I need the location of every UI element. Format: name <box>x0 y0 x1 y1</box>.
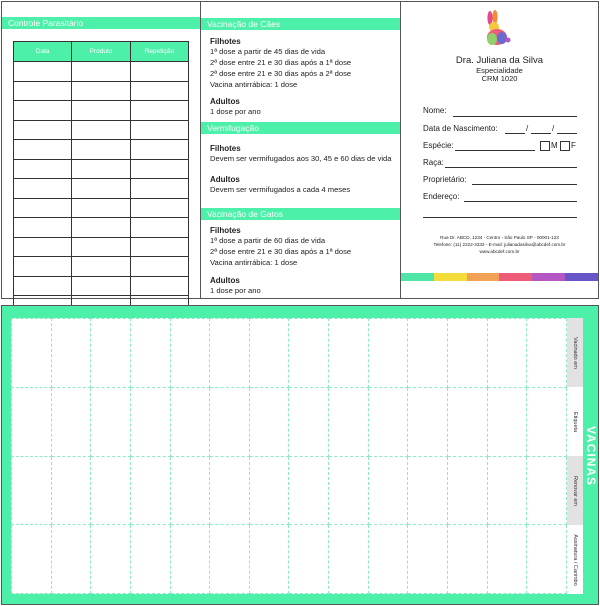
vacinas-cell[interactable] <box>289 387 329 456</box>
vacinas-cell[interactable] <box>51 319 91 388</box>
color-stripe <box>401 273 598 281</box>
controle-cell[interactable] <box>14 62 72 82</box>
vacinas-title-text: VACINAS <box>584 425 598 487</box>
col-repeticao: Repetição <box>130 42 188 62</box>
controle-cell[interactable] <box>72 218 130 238</box>
vacinas-cell[interactable] <box>408 387 448 456</box>
controle-panel <box>1 1 201 299</box>
controle-cell[interactable] <box>14 140 72 160</box>
col-data: Data <box>14 42 72 62</box>
nome-field[interactable] <box>453 116 577 117</box>
controle-cell[interactable] <box>14 120 72 140</box>
vacinas-cell[interactable] <box>408 456 448 525</box>
controle-cell[interactable] <box>130 120 188 140</box>
vacinas-cell[interactable] <box>527 319 567 388</box>
gatos-adultos-title: Adultos <box>210 276 240 285</box>
vacinas-cell[interactable] <box>487 525 527 594</box>
controle-row <box>14 62 189 82</box>
sex-m-checkbox[interactable] <box>540 141 550 151</box>
controle-cell[interactable] <box>72 120 130 140</box>
sex-f-checkbox[interactable] <box>560 141 570 151</box>
stripe-segment <box>532 273 565 281</box>
vacinas-row <box>12 456 567 525</box>
vacinas-cell[interactable] <box>329 456 369 525</box>
vacinas-cell[interactable] <box>368 387 408 456</box>
vacinas-cell[interactable] <box>368 456 408 525</box>
date-sep: / <box>526 124 529 133</box>
assinatura-label: Assinatura / Carimbo <box>572 533 578 586</box>
controle-cell[interactable] <box>72 179 130 199</box>
vet-crm: CRM 1020 <box>481 74 518 83</box>
rabbit-logo-icon <box>481 10 511 48</box>
controle-row <box>14 257 189 277</box>
assinatura-header <box>567 525 583 594</box>
controle-cell[interactable] <box>130 198 188 218</box>
controle-cell[interactable] <box>130 62 188 82</box>
controle-cell[interactable] <box>130 276 188 296</box>
vacinas-cell[interactable] <box>329 319 369 388</box>
controle-cell[interactable] <box>72 159 130 179</box>
controle-title: Controle Parasitário <box>2 17 200 29</box>
verm-filhotes-title: Filhotes <box>210 144 241 153</box>
vacinas-cell[interactable] <box>487 319 527 388</box>
raca-field[interactable] <box>445 167 577 168</box>
vacinas-cell[interactable] <box>91 319 131 388</box>
vacinas-cell[interactable] <box>170 387 210 456</box>
controle-cell[interactable] <box>72 140 130 160</box>
vacinas-cell[interactable] <box>130 456 170 525</box>
controle-row <box>14 179 189 199</box>
vacinas-cell[interactable] <box>12 319 52 388</box>
controle-row <box>14 198 189 218</box>
contact-phone: Telefone: (11) 2222-3333 - E-mail: julianadasilva@abcdef.com.br <box>433 242 566 247</box>
vacinas-cell[interactable] <box>51 456 91 525</box>
vacinas-cell[interactable] <box>130 387 170 456</box>
vacinas-cell[interactable] <box>130 525 170 594</box>
controle-cell[interactable] <box>14 101 72 121</box>
vet-specialty: Especialidade <box>476 66 523 75</box>
controle-row <box>14 120 189 140</box>
vet-name: Dra. Juliana da Silva <box>455 55 544 66</box>
controle-cell[interactable] <box>72 276 130 296</box>
col-produto: Produto <box>72 42 130 62</box>
controle-cell[interactable] <box>72 62 130 82</box>
vacinas-cell[interactable] <box>170 525 210 594</box>
caes-title: Vacinação de Cães <box>201 18 400 30</box>
vacinas-cell[interactable] <box>12 387 52 456</box>
nascimento-label: Data de Nascimento: <box>423 124 498 133</box>
stripe-segment <box>565 273 598 281</box>
controle-row <box>14 218 189 238</box>
vacinas-cell[interactable] <box>12 525 52 594</box>
vacinas-cell[interactable] <box>448 525 488 594</box>
vacinas-cell[interactable] <box>329 387 369 456</box>
controle-cell[interactable] <box>130 81 188 101</box>
caes-adultos-title: Adultos <box>210 97 240 106</box>
vacinas-cell[interactable] <box>368 319 408 388</box>
vacinas-cell[interactable] <box>289 319 329 388</box>
vacinas-cell[interactable] <box>527 456 567 525</box>
controle-row <box>14 159 189 179</box>
vacinas-cell[interactable] <box>408 319 448 388</box>
renovar-em-header <box>567 456 583 525</box>
caes-filhotes-title: Filhotes <box>210 37 241 46</box>
vacinas-cell[interactable] <box>91 525 131 594</box>
controle-cell[interactable] <box>72 237 130 257</box>
contact-address: Rua Dr. ABCD, 1234 - Centro - São Paulo SP - 00001-123 <box>440 235 559 240</box>
especie-field[interactable] <box>455 150 535 151</box>
controle-cell[interactable] <box>14 257 72 277</box>
vacinas-cell[interactable] <box>249 456 289 525</box>
vacinas-cell[interactable] <box>289 456 329 525</box>
controle-cell[interactable] <box>14 198 72 218</box>
vacinado-em-label: Vacinado em <box>572 336 578 369</box>
controle-row <box>14 276 189 296</box>
stripe-segment <box>401 273 434 281</box>
endereco-label: Endereço: <box>423 192 460 201</box>
controle-row <box>14 237 189 257</box>
vacinas-cell[interactable] <box>170 456 210 525</box>
controle-cell[interactable] <box>130 257 188 277</box>
vacinas-cell[interactable] <box>408 525 448 594</box>
vacinas-cell[interactable] <box>329 525 369 594</box>
gatos-filhote-line: Vacina antirrábica: 1 dose <box>210 258 298 267</box>
vacinas-row <box>12 525 567 594</box>
vacinas-cell[interactable] <box>249 525 289 594</box>
sex-f-label: F <box>571 141 576 150</box>
vacinas-cell[interactable] <box>249 319 289 388</box>
controle-row <box>14 81 189 101</box>
especie-label: Espécie: <box>423 141 454 150</box>
controle-cell[interactable] <box>72 81 130 101</box>
nascimento-day-field[interactable] <box>505 133 525 134</box>
vacinas-cell[interactable] <box>51 525 91 594</box>
controle-cell[interactable] <box>14 218 72 238</box>
vet-card <box>400 1 599 299</box>
contact-site: www.abcdef.com.br <box>479 249 520 254</box>
vacinas-cell[interactable] <box>210 387 250 456</box>
vacinas-cell[interactable] <box>210 456 250 525</box>
verm-adultos-line: Devem ser vermifugados a cada 4 meses <box>210 185 351 194</box>
proprietario-label: Proprietário: <box>423 175 467 184</box>
caes-filhote-line: 1ª dose a partir de 45 dias de vida <box>210 47 326 56</box>
vacinas-cell[interactable] <box>448 387 488 456</box>
caes-adultos-line: 1 dose por ano <box>210 107 261 116</box>
renovar-em-label: Renovar em <box>572 475 578 506</box>
controle-cell[interactable] <box>130 218 188 238</box>
endereco-field[interactable] <box>464 201 577 202</box>
nome-label: Nome: <box>423 106 447 115</box>
controle-cell[interactable] <box>130 101 188 121</box>
vacinas-cell[interactable] <box>487 387 527 456</box>
stripe-segment <box>467 273 500 281</box>
controle-cell[interactable] <box>14 237 72 257</box>
vacinas-row <box>12 387 567 456</box>
gatos-filhote-line: 2ª dose entre 21 e 30 dias após a 1ª dose <box>210 247 352 256</box>
vermifugacao-title: Vermifugação <box>201 122 400 134</box>
controle-row <box>14 140 189 160</box>
vacinas-cell[interactable] <box>170 319 210 388</box>
stripe-segment <box>499 273 532 281</box>
vacinas-row <box>12 319 567 388</box>
controle-table <box>13 41 189 335</box>
proprietario-field[interactable] <box>472 184 577 185</box>
vacinas-cell[interactable] <box>210 319 250 388</box>
date-sep: / <box>552 124 555 133</box>
gatos-title: Vacinação de Gatos <box>201 208 400 220</box>
gatos-adultos-line: 1 dose por ano <box>210 286 261 295</box>
sex-m-label: M <box>551 141 558 150</box>
controle-cell[interactable] <box>14 276 72 296</box>
controle-cell[interactable] <box>130 179 188 199</box>
gatos-filhote-line: 1ª dose a partir de 60 dias de vida <box>210 236 326 245</box>
vacinado-em-header <box>567 318 583 387</box>
controle-cell[interactable] <box>130 159 188 179</box>
controle-cell[interactable] <box>130 237 188 257</box>
controle-cell[interactable] <box>14 81 72 101</box>
vacinas-panel <box>1 305 599 605</box>
stripe-segment <box>434 273 467 281</box>
vacinas-cell[interactable] <box>448 319 488 388</box>
caes-filhote-line: 2ª dose entre 21 e 30 dias após a 2ª dose <box>210 69 352 78</box>
vacinas-cell[interactable] <box>487 456 527 525</box>
controle-row <box>14 101 189 121</box>
vacinas-cell[interactable] <box>368 525 408 594</box>
raca-label: Raça: <box>423 158 444 167</box>
controle-cell[interactable] <box>72 257 130 277</box>
vacinas-grid-area <box>11 318 567 594</box>
controle-cell[interactable] <box>14 159 72 179</box>
controle-cell[interactable] <box>14 179 72 199</box>
caes-filhote-line: 2ª dose entre 21 e 30 dias após a 1ª dose <box>210 58 352 67</box>
etiqueta-header <box>567 387 583 456</box>
caes-filhote-line: Vacina antirrábica: 1 dose <box>210 80 298 89</box>
vacinas-cell[interactable] <box>12 456 52 525</box>
endereco-field-2[interactable] <box>423 217 577 218</box>
controle-cell[interactable] <box>72 198 130 218</box>
verm-filhotes-line: Devem ser vermifugados aos 30, 45 e 60 dias de vida <box>210 154 392 163</box>
vacinas-cell[interactable] <box>249 387 289 456</box>
info-panel <box>200 1 401 299</box>
vacinas-cell[interactable] <box>51 387 91 456</box>
vacinas-cell[interactable] <box>91 456 131 525</box>
vacinas-cell[interactable] <box>289 525 329 594</box>
vacinas-cell[interactable] <box>91 387 131 456</box>
vacinas-title <box>583 318 599 594</box>
vacinas-cell[interactable] <box>527 387 567 456</box>
vacinas-grid <box>11 318 567 594</box>
controle-cell[interactable] <box>130 140 188 160</box>
verm-adultos-title: Adultos <box>210 175 240 184</box>
controle-cell[interactable] <box>72 101 130 121</box>
vacinas-cell[interactable] <box>448 456 488 525</box>
nascimento-year-field[interactable] <box>557 133 577 134</box>
vacinas-cell[interactable] <box>527 525 567 594</box>
vacinas-cell[interactable] <box>210 525 250 594</box>
etiqueta-label: Etiqueta <box>572 411 578 432</box>
gatos-filhotes-title: Filhotes <box>210 226 241 235</box>
nascimento-month-field[interactable] <box>531 133 551 134</box>
vacinas-cell[interactable] <box>130 319 170 388</box>
